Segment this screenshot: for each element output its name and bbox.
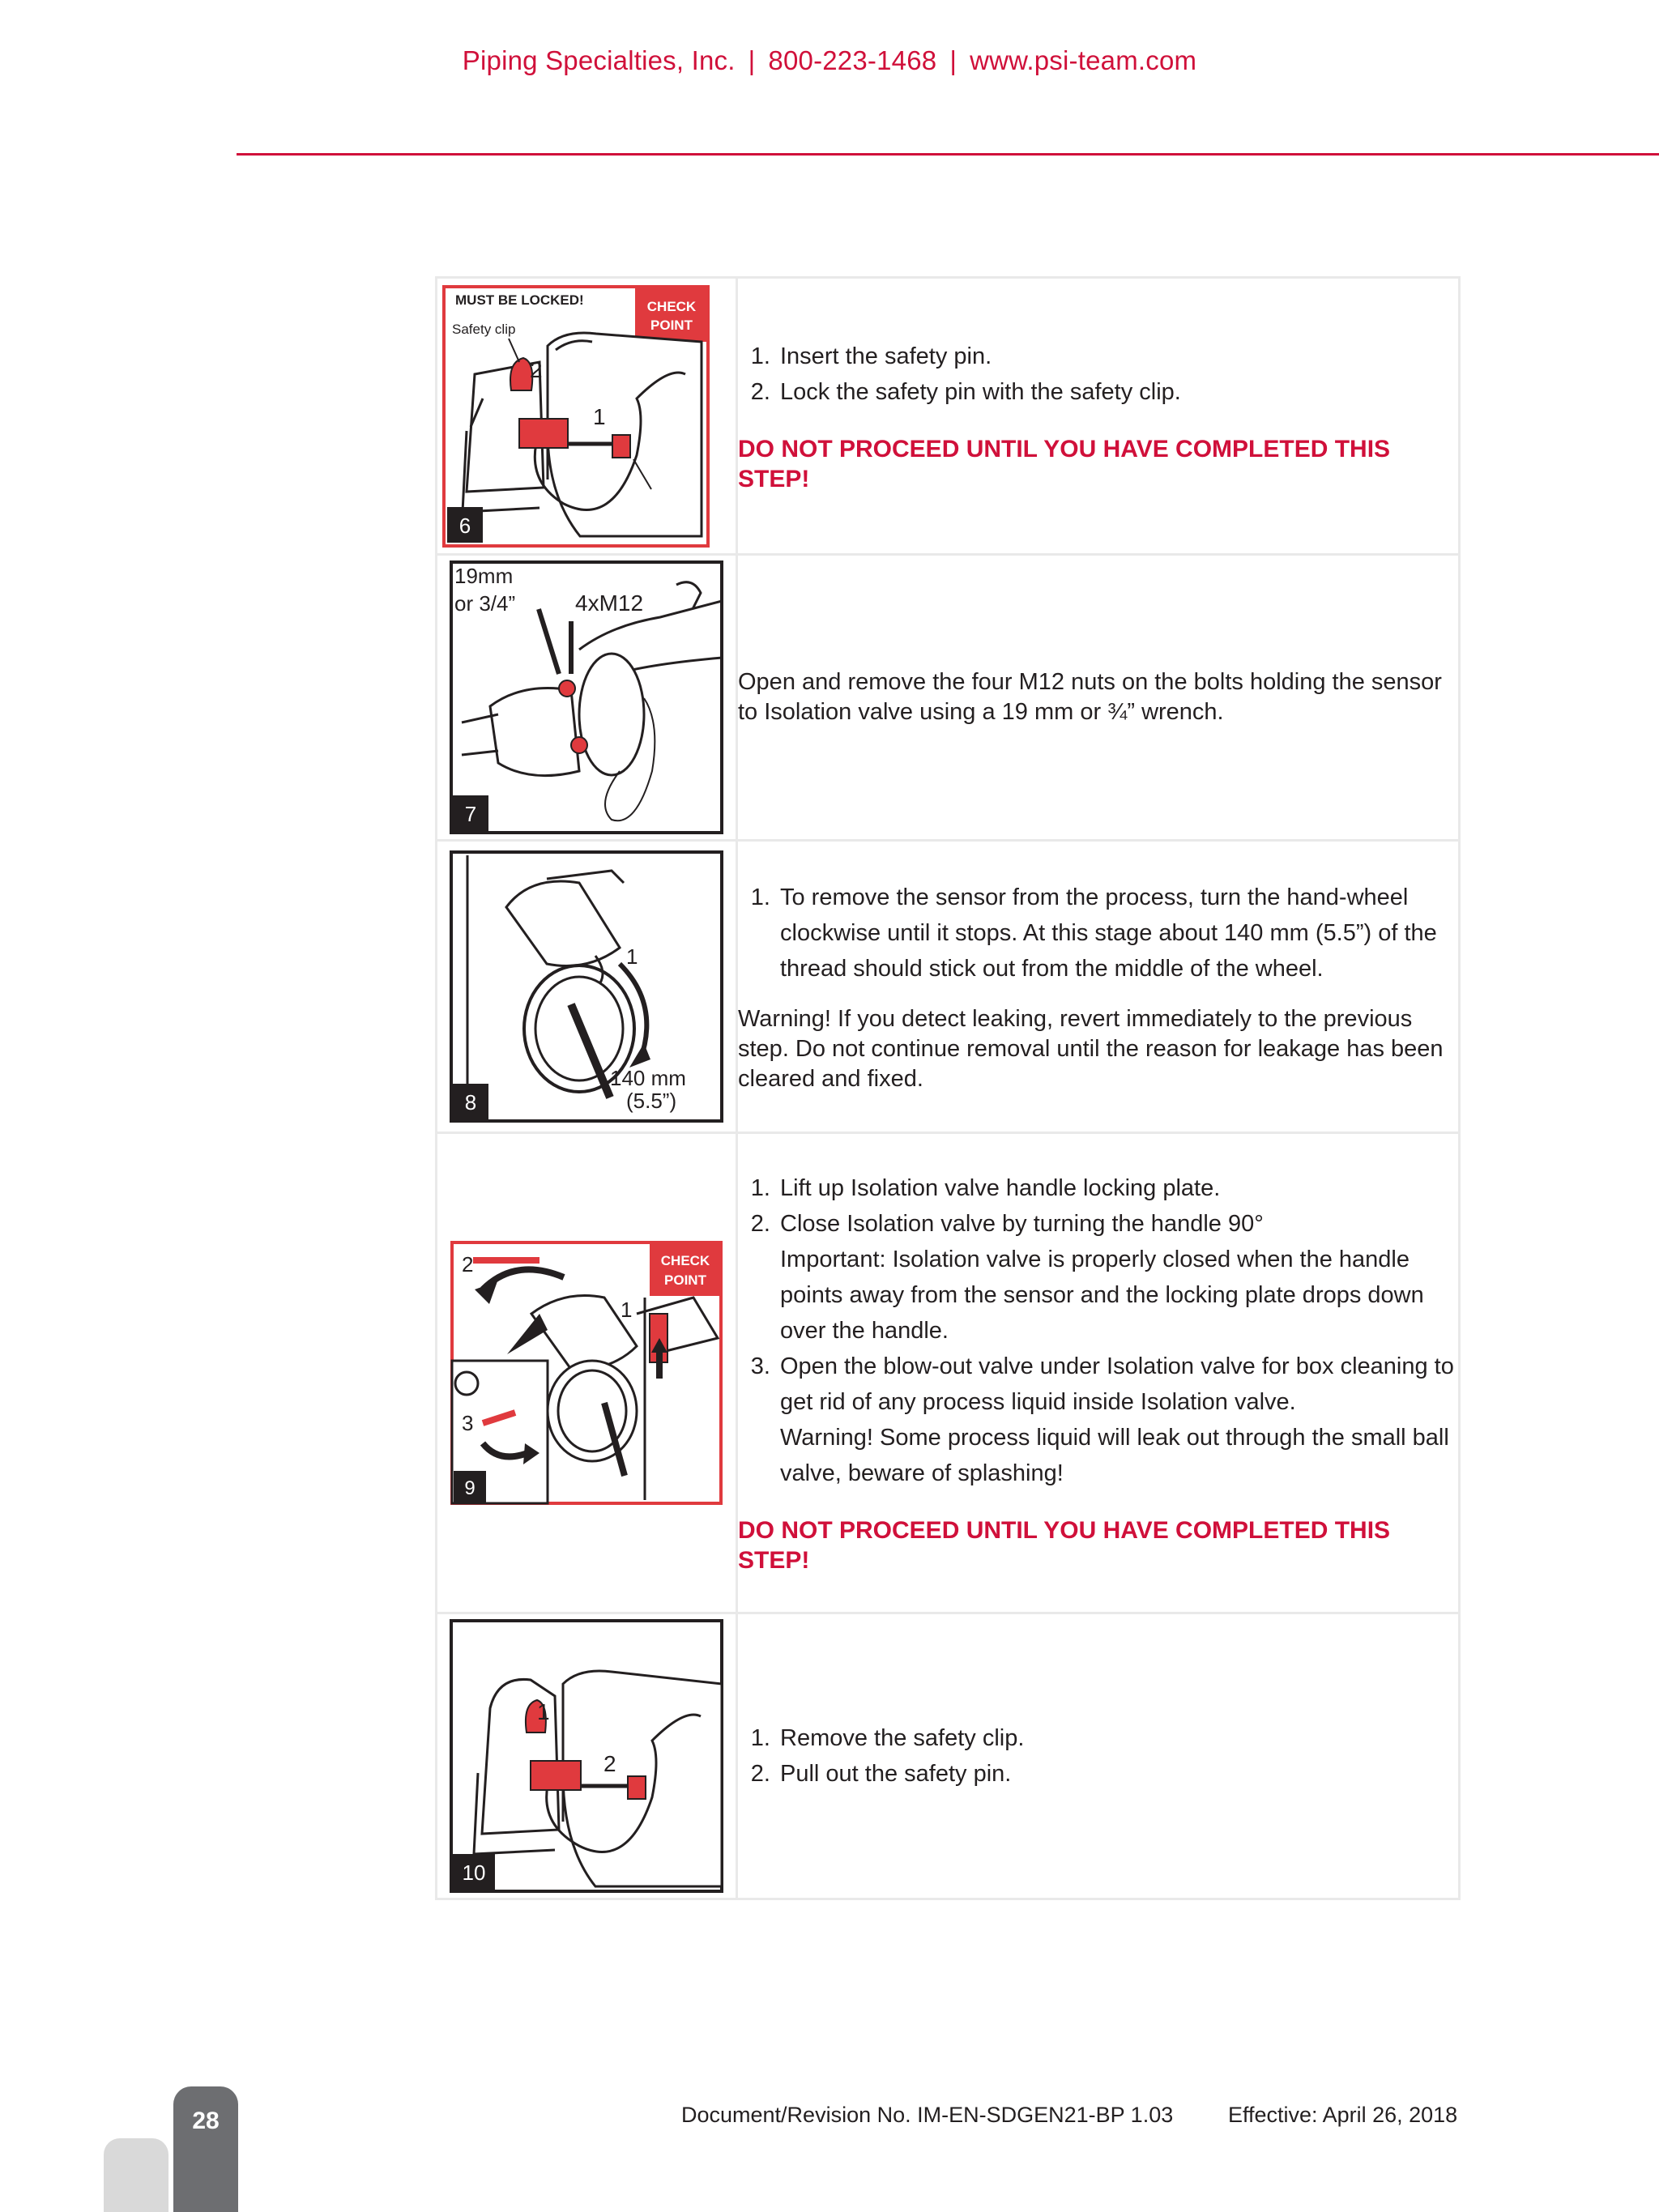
- instruction-cell: [737, 555, 1460, 841]
- page-tab: [173, 2086, 238, 2212]
- callout-2: 2: [462, 1252, 474, 1276]
- instruction-cell: [737, 841, 1460, 1133]
- instruction-warning: Warning! Some process liquid will leak out through the small ball valve, beware of splashing!: [780, 1425, 1449, 1486]
- checkpoint-badge: CHECK: [646, 298, 697, 314]
- step-number-badge: 9: [464, 1477, 476, 1499]
- figure-cell: [437, 841, 737, 1133]
- figure-cell: [437, 278, 737, 555]
- thread-length-label: (5.5”): [626, 1089, 677, 1113]
- step-number-badge: 10: [462, 1860, 486, 1885]
- step-10-illustration: [450, 1619, 723, 1893]
- instruction-cell: [737, 1133, 1460, 1613]
- callout-1: 1: [621, 1298, 633, 1322]
- instruction-item: 2. Lock the safety pin with the safety clip.: [777, 374, 1458, 410]
- step-7-illustration: [450, 560, 723, 834]
- callout-1: 1: [537, 1699, 550, 1724]
- step-row-8: [437, 841, 1460, 1133]
- page-number: 28: [192, 2108, 220, 2134]
- document-revision: Document/Revision No. IM-EN-SDGEN21-BP 1.03: [681, 2103, 1174, 2127]
- page-header: [0, 45, 1659, 76]
- callout-3: 3: [462, 1411, 474, 1435]
- callout-2: 2: [603, 1751, 616, 1776]
- step-number-badge: 7: [464, 802, 477, 826]
- step-6-illustration: [442, 285, 710, 548]
- step-row-9: [437, 1133, 1460, 1613]
- instruction-item: 1. Remove the safety clip.: [777, 1720, 1458, 1756]
- checkpoint-badge: POINT: [650, 317, 693, 333]
- checkpoint-badge: POINT: [664, 1272, 706, 1288]
- checkpoint-badge: CHECK: [660, 1253, 710, 1268]
- callout-2: 2: [530, 356, 543, 382]
- instruction-note: Important: Isolation valve is properly closed when the handle points away from the sensor and the locking plate drops down over the handle.: [780, 1247, 1424, 1344]
- header-divider: [237, 153, 1659, 156]
- header-separator: |: [748, 45, 756, 75]
- instruction-list: [738, 880, 1458, 987]
- instruction-item: 3. Open the blow-out valve under Isolation valve for box cleaning to get rid of any process liquid inside Isolation valve. Warning! Some process liquid will leak out through the small ball valve, beware of splashing!: [777, 1349, 1458, 1491]
- instruction-list: [738, 1720, 1458, 1792]
- instruction-item: 1. To remove the sensor from the process, turn the hand-wheel clockwise until it stops. At this stage about 140 mm (5.5”) of the thread should stick out from the middle of the wheel.: [777, 880, 1458, 987]
- callout-1: 1: [593, 403, 606, 429]
- instruction-item: 1. Lift up Isolation valve handle locking plate.: [777, 1170, 1458, 1206]
- do-not-proceed-notice: DO NOT PROCEED UNTIL YOU HAVE COMPLETED THIS STEP!: [738, 435, 1391, 492]
- warning-text: Warning! If you detect leaking, revert immediately to the previous step. Do not continue removal until the reason for leakage has been cleared and fixed.: [738, 1005, 1444, 1092]
- effective-date: Effective: April 26, 2018: [1228, 2103, 1458, 2127]
- thread-length-label: 140 mm: [610, 1066, 686, 1090]
- instruction-item: 1. Insert the safety pin.: [777, 339, 1458, 374]
- instruction-paragraph: Open and remove the four M12 nuts on the bolts holding the sensor to Isolation valve using a 19 mm or ¾” wrench.: [738, 669, 1442, 725]
- step-number-badge: 8: [464, 1090, 477, 1115]
- steps-table: [435, 276, 1461, 1900]
- nuts-label: 4xM12: [575, 590, 644, 616]
- company-phone: 800-223-1468: [768, 45, 937, 75]
- must-be-locked-label: MUST BE LOCKED!: [455, 292, 584, 308]
- page-tab-decoration: [104, 2138, 168, 2212]
- wrench-size-label: or 3/4”: [454, 591, 516, 616]
- wrench-size-label: 19mm: [454, 564, 514, 588]
- figure-cell: [437, 555, 737, 841]
- step-row-10: [437, 1613, 1460, 1899]
- instruction-item: 2. Pull out the safety pin.: [777, 1756, 1458, 1792]
- step-number-badge: 6: [458, 513, 471, 538]
- figure-cell: [437, 1613, 737, 1899]
- do-not-proceed-notice: DO NOT PROCEED UNTIL YOU HAVE COMPLETED THIS STEP!: [738, 1517, 1391, 1574]
- callout-1: 1: [626, 944, 638, 969]
- header-separator: |: [949, 45, 957, 75]
- safety-clip-label: Safety clip: [452, 321, 516, 337]
- instruction-cell: [737, 1613, 1460, 1899]
- step-9-illustration: [450, 1241, 723, 1505]
- instruction-list: [738, 1170, 1458, 1491]
- instruction-item: 2. Close Isolation valve by turning the handle 90° Important: Isolation valve is properly closed when the handle points away from the sensor and the locking plate drops down over the handle.: [777, 1206, 1458, 1349]
- company-name: Piping Specialties, Inc.: [462, 45, 736, 75]
- step-row-7: [437, 555, 1460, 841]
- instruction-cell: [737, 278, 1460, 555]
- step-row-6: [437, 278, 1460, 555]
- step-8-illustration: [450, 850, 723, 1123]
- instruction-list: [738, 339, 1458, 410]
- company-website[interactable]: www.psi-team.com: [970, 45, 1197, 75]
- figure-cell: [437, 1133, 737, 1613]
